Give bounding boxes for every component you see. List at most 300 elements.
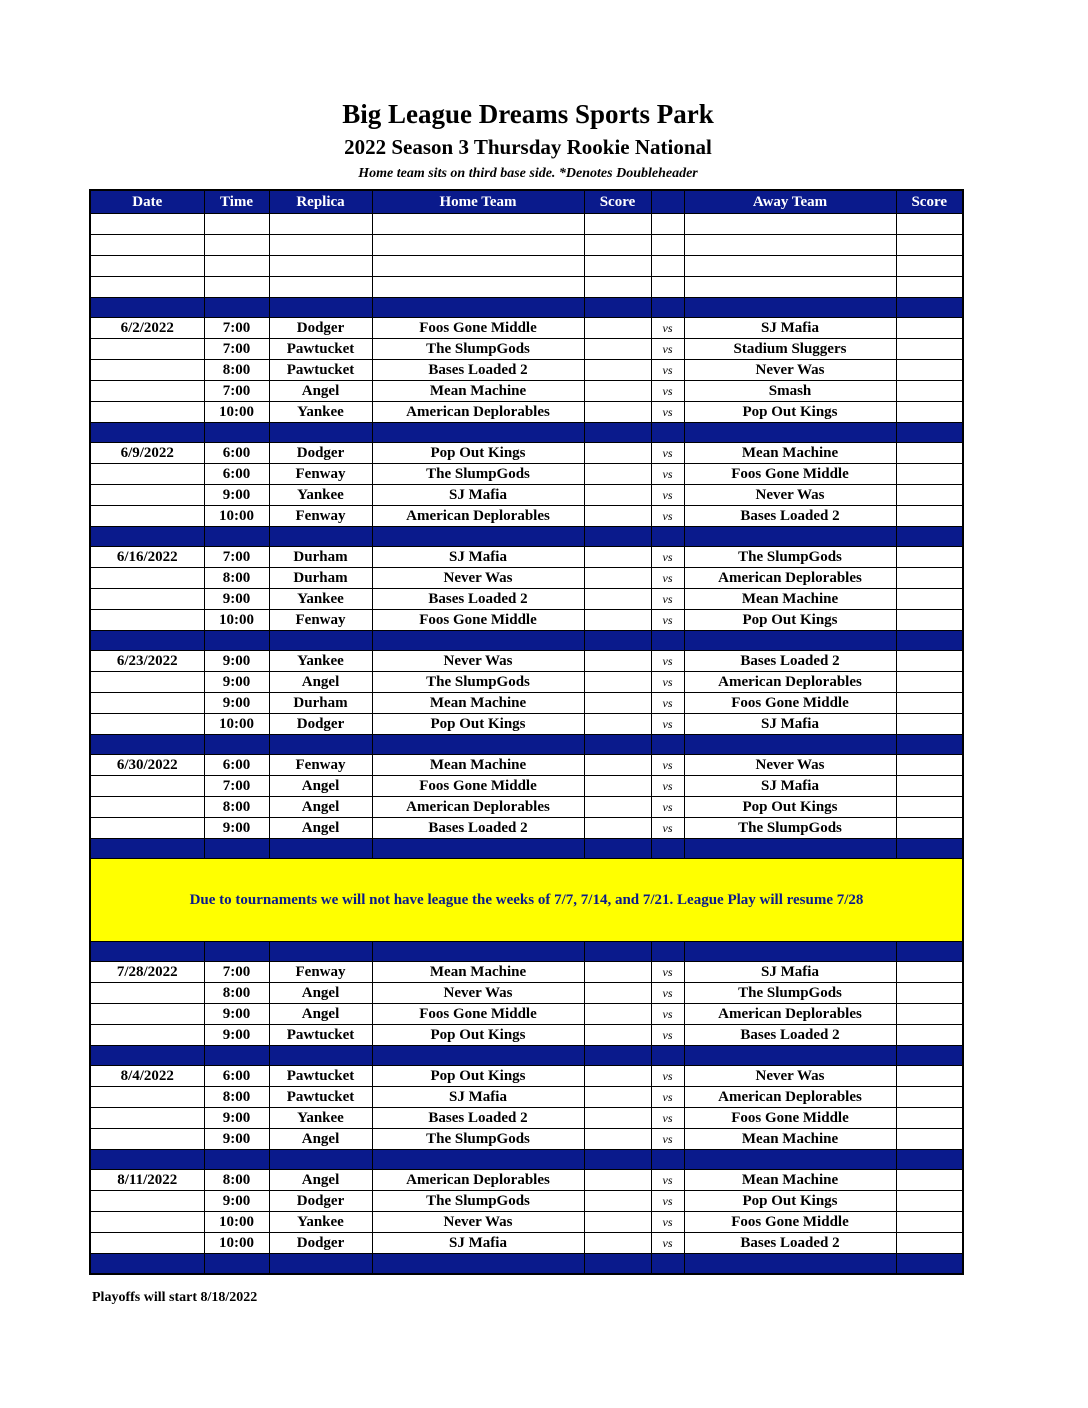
blank-row: [90, 214, 963, 235]
empty-cell: [269, 631, 372, 651]
page-subtitle: 2022 Season 3 Thursday Rookie National: [344, 135, 712, 159]
empty-cell: [90, 735, 204, 755]
replica-cell: Dodger: [269, 1233, 372, 1254]
week-separator: [90, 735, 963, 755]
header-row: [90, 190, 963, 214]
away-team-cell: Pop Out Kings: [684, 1191, 896, 1212]
home-team-cell: Never Was: [372, 568, 584, 589]
empty-cell: [372, 256, 584, 277]
away-score-cell: [896, 589, 963, 610]
date-cell: [90, 506, 204, 527]
away-team-cell: Never Was: [684, 485, 896, 506]
home-team-cell: American Deplorables: [372, 797, 584, 818]
away-team-cell: Pop Out Kings: [684, 610, 896, 631]
date-cell: [90, 339, 204, 360]
date-cell: [90, 589, 204, 610]
away-team-cell: American Deplorables: [684, 1087, 896, 1108]
away-team-cell: Foos Gone Middle: [684, 1108, 896, 1129]
time-cell: 6:00: [204, 755, 269, 776]
date-cell: 8/11/2022: [90, 1170, 204, 1191]
replica-cell: Yankee: [269, 402, 372, 423]
col-header-home-score: Score: [584, 190, 651, 214]
table-row: [90, 776, 963, 797]
replica-cell: Yankee: [269, 1212, 372, 1233]
replica-cell: Yankee: [269, 1108, 372, 1129]
empty-cell: [584, 277, 651, 298]
empty-cell: [204, 631, 269, 651]
empty-cell: [651, 631, 684, 651]
home-team-cell: The SlumpGods: [372, 1129, 584, 1150]
vs-cell: vs: [651, 1170, 684, 1191]
home-score-cell: [584, 962, 651, 983]
time-cell: 10:00: [204, 402, 269, 423]
empty-cell: [90, 423, 204, 443]
replica-cell: Dodger: [269, 714, 372, 735]
home-score-cell: [584, 339, 651, 360]
date-cell: [90, 1191, 204, 1212]
empty-cell: [204, 1046, 269, 1066]
empty-cell: [204, 298, 269, 318]
empty-cell: [269, 423, 372, 443]
time-cell: 8:00: [204, 1170, 269, 1191]
empty-cell: [684, 298, 896, 318]
table-row: [90, 1004, 963, 1025]
date-cell: 8/4/2022: [90, 1066, 204, 1087]
home-team-cell: Pop Out Kings: [372, 1066, 584, 1087]
empty-cell: [896, 298, 963, 318]
col-header-time: Time: [204, 190, 269, 214]
replica-cell: Angel: [269, 818, 372, 839]
table-row: [90, 797, 963, 818]
date-cell: 6/9/2022: [90, 443, 204, 464]
home-team-cell: Bases Loaded 2: [372, 360, 584, 381]
away-team-cell: SJ Mafia: [684, 318, 896, 339]
home-team-cell: Pop Out Kings: [372, 1025, 584, 1046]
away-score-cell: [896, 714, 963, 735]
col-header-replica: Replica: [269, 190, 372, 214]
empty-cell: [684, 527, 896, 547]
empty-cell: [584, 423, 651, 443]
time-cell: 9:00: [204, 1191, 269, 1212]
empty-cell: [684, 735, 896, 755]
home-team-cell: Bases Loaded 2: [372, 589, 584, 610]
date-cell: [90, 776, 204, 797]
replica-cell: Fenway: [269, 464, 372, 485]
home-team-cell: American Deplorables: [372, 506, 584, 527]
vs-cell: vs: [651, 506, 684, 527]
vs-cell: vs: [651, 1025, 684, 1046]
time-cell: 8:00: [204, 568, 269, 589]
home-score-cell: [584, 506, 651, 527]
empty-cell: [372, 235, 584, 256]
blank-row: [90, 277, 963, 298]
empty-cell: [204, 1254, 269, 1275]
vs-cell: vs: [651, 983, 684, 1004]
table-row: [90, 651, 963, 672]
schedule-body: [90, 214, 963, 1275]
date-cell: [90, 797, 204, 818]
col-header-away-team: Away Team: [684, 190, 896, 214]
empty-cell: [584, 235, 651, 256]
table-row: [90, 693, 963, 714]
empty-cell: [896, 839, 963, 859]
home-score-cell: [584, 360, 651, 381]
empty-cell: [90, 298, 204, 318]
table-row: [90, 672, 963, 693]
date-cell: [90, 714, 204, 735]
time-cell: 10:00: [204, 1212, 269, 1233]
away-team-cell: Never Was: [684, 755, 896, 776]
week-separator: [90, 1046, 963, 1066]
empty-cell: [372, 527, 584, 547]
away-score-cell: [896, 672, 963, 693]
table-row: [90, 589, 963, 610]
vs-cell: vs: [651, 797, 684, 818]
empty-cell: [269, 235, 372, 256]
time-cell: 9:00: [204, 485, 269, 506]
empty-cell: [651, 214, 684, 235]
away-team-cell: Foos Gone Middle: [684, 464, 896, 485]
home-score-cell: [584, 818, 651, 839]
vs-cell: vs: [651, 818, 684, 839]
home-score-cell: [584, 1233, 651, 1254]
vs-cell: vs: [651, 464, 684, 485]
home-score-cell: [584, 714, 651, 735]
home-score-cell: [584, 381, 651, 402]
week-separator: [90, 527, 963, 547]
time-cell: 9:00: [204, 672, 269, 693]
home-team-cell: Bases Loaded 2: [372, 1108, 584, 1129]
vs-cell: vs: [651, 589, 684, 610]
away-team-cell: Foos Gone Middle: [684, 1212, 896, 1233]
home-team-cell: The SlumpGods: [372, 672, 584, 693]
date-cell: 6/16/2022: [90, 547, 204, 568]
time-cell: 7:00: [204, 547, 269, 568]
empty-cell: [90, 527, 204, 547]
vs-cell: vs: [651, 693, 684, 714]
home-team-cell: Pop Out Kings: [372, 443, 584, 464]
empty-cell: [269, 256, 372, 277]
empty-cell: [584, 839, 651, 859]
table-row: [90, 1066, 963, 1087]
empty-cell: [90, 631, 204, 651]
empty-cell: [269, 527, 372, 547]
home-team-cell: Never Was: [372, 983, 584, 1004]
away-score-cell: [896, 1004, 963, 1025]
replica-cell: Angel: [269, 381, 372, 402]
home-team-cell: SJ Mafia: [372, 547, 584, 568]
date-cell: [90, 672, 204, 693]
time-cell: 9:00: [204, 589, 269, 610]
home-team-cell: Mean Machine: [372, 962, 584, 983]
home-team-cell: Bases Loaded 2: [372, 818, 584, 839]
vs-cell: vs: [651, 318, 684, 339]
away-team-cell: SJ Mafia: [684, 714, 896, 735]
empty-cell: [896, 1150, 963, 1170]
empty-cell: [684, 631, 896, 651]
away-team-cell: Pop Out Kings: [684, 797, 896, 818]
replica-cell: Angel: [269, 672, 372, 693]
home-team-cell: Mean Machine: [372, 381, 584, 402]
empty-cell: [651, 1254, 684, 1275]
away-score-cell: [896, 506, 963, 527]
away-score-cell: [896, 797, 963, 818]
empty-cell: [684, 1254, 896, 1275]
away-team-cell: Foos Gone Middle: [684, 693, 896, 714]
table-row: [90, 339, 963, 360]
replica-cell: Angel: [269, 1004, 372, 1025]
away-score-cell: [896, 443, 963, 464]
away-score-cell: [896, 755, 963, 776]
vs-cell: vs: [651, 714, 684, 735]
table-row: [90, 1108, 963, 1129]
vs-cell: vs: [651, 1108, 684, 1129]
empty-cell: [651, 423, 684, 443]
time-cell: 7:00: [204, 776, 269, 797]
away-score-cell: [896, 776, 963, 797]
time-cell: 9:00: [204, 693, 269, 714]
away-score-cell: [896, 318, 963, 339]
away-team-cell: Mean Machine: [684, 589, 896, 610]
replica-cell: Angel: [269, 797, 372, 818]
vs-cell: vs: [651, 1004, 684, 1025]
empty-cell: [896, 1254, 963, 1275]
empty-cell: [584, 942, 651, 962]
away-score-cell: [896, 1066, 963, 1087]
away-team-cell: Bases Loaded 2: [684, 1233, 896, 1254]
home-score-cell: [584, 1108, 651, 1129]
table-row: [90, 443, 963, 464]
time-cell: 6:00: [204, 443, 269, 464]
vs-cell: vs: [651, 568, 684, 589]
home-score-cell: [584, 547, 651, 568]
home-score-cell: [584, 1025, 651, 1046]
replica-cell: Durham: [269, 693, 372, 714]
notice-banner: Due to tournaments we will not have league the weeks of 7/7, 7/14, and 7/21. League Play will resume 7/28: [90, 859, 963, 942]
home-team-cell: Foos Gone Middle: [372, 610, 584, 631]
table-row: [90, 318, 963, 339]
empty-cell: [651, 527, 684, 547]
away-team-cell: Mean Machine: [684, 443, 896, 464]
empty-cell: [584, 214, 651, 235]
home-team-cell: American Deplorables: [372, 402, 584, 423]
empty-cell: [896, 214, 963, 235]
table-row: [90, 485, 963, 506]
empty-cell: [269, 1254, 372, 1275]
table-row: [90, 1025, 963, 1046]
empty-cell: [684, 942, 896, 962]
date-cell: [90, 1004, 204, 1025]
date-cell: [90, 610, 204, 631]
col-header-home-team: Home Team: [372, 190, 584, 214]
empty-cell: [90, 942, 204, 962]
replica-cell: Angel: [269, 983, 372, 1004]
empty-cell: [90, 1254, 204, 1275]
empty-cell: [684, 839, 896, 859]
empty-cell: [684, 277, 896, 298]
date-cell: 7/28/2022: [90, 962, 204, 983]
empty-cell: [651, 942, 684, 962]
vs-cell: vs: [651, 381, 684, 402]
home-team-cell: Foos Gone Middle: [372, 776, 584, 797]
date-cell: [90, 1025, 204, 1046]
home-team-cell: Pop Out Kings: [372, 714, 584, 735]
blank-row: [90, 235, 963, 256]
empty-cell: [204, 942, 269, 962]
date-cell: 6/23/2022: [90, 651, 204, 672]
replica-cell: Dodger: [269, 1191, 372, 1212]
table-row: [90, 610, 963, 631]
vs-cell: vs: [651, 1191, 684, 1212]
home-score-cell: [584, 755, 651, 776]
vs-cell: vs: [651, 402, 684, 423]
empty-cell: [204, 256, 269, 277]
away-team-cell: The SlumpGods: [684, 547, 896, 568]
empty-cell: [269, 839, 372, 859]
empty-cell: [584, 256, 651, 277]
away-score-cell: [896, 1025, 963, 1046]
date-cell: [90, 1087, 204, 1108]
replica-cell: Pawtucket: [269, 1025, 372, 1046]
week-separator: [90, 1254, 963, 1275]
empty-cell: [372, 423, 584, 443]
away-score-cell: [896, 1191, 963, 1212]
away-team-cell: Smash: [684, 381, 896, 402]
empty-cell: [684, 214, 896, 235]
vs-cell: vs: [651, 339, 684, 360]
empty-cell: [684, 235, 896, 256]
empty-cell: [372, 1254, 584, 1275]
time-cell: 9:00: [204, 1108, 269, 1129]
home-team-cell: The SlumpGods: [372, 1191, 584, 1212]
away-score-cell: [896, 983, 963, 1004]
empty-cell: [584, 735, 651, 755]
home-team-cell: SJ Mafia: [372, 1233, 584, 1254]
away-score-cell: [896, 1233, 963, 1254]
away-score-cell: [896, 1212, 963, 1233]
away-score-cell: [896, 1087, 963, 1108]
empty-cell: [896, 735, 963, 755]
empty-cell: [896, 631, 963, 651]
away-score-cell: [896, 402, 963, 423]
away-team-cell: The SlumpGods: [684, 818, 896, 839]
schedule-table: [89, 189, 964, 1275]
empty-cell: [896, 942, 963, 962]
date-cell: [90, 983, 204, 1004]
empty-cell: [204, 1150, 269, 1170]
vs-cell: vs: [651, 547, 684, 568]
empty-cell: [684, 256, 896, 277]
table-row: [90, 1212, 963, 1233]
page-note: Home team sits on third base side. *Denotes Doubleheader: [358, 166, 698, 181]
table-row: [90, 464, 963, 485]
week-separator: [90, 298, 963, 318]
date-cell: [90, 693, 204, 714]
table-row: [90, 755, 963, 776]
home-score-cell: [584, 1129, 651, 1150]
away-team-cell: Mean Machine: [684, 1129, 896, 1150]
empty-cell: [269, 214, 372, 235]
empty-cell: [372, 631, 584, 651]
date-cell: 6/2/2022: [90, 318, 204, 339]
away-team-cell: Pop Out Kings: [684, 402, 896, 423]
vs-cell: vs: [651, 1087, 684, 1108]
empty-cell: [584, 527, 651, 547]
vs-cell: vs: [651, 755, 684, 776]
week-separator: [90, 839, 963, 859]
replica-cell: Fenway: [269, 962, 372, 983]
time-cell: 10:00: [204, 506, 269, 527]
time-cell: 7:00: [204, 318, 269, 339]
replica-cell: Durham: [269, 568, 372, 589]
vs-cell: vs: [651, 651, 684, 672]
empty-cell: [204, 214, 269, 235]
table-row: [90, 818, 963, 839]
home-score-cell: [584, 402, 651, 423]
empty-cell: [204, 423, 269, 443]
away-team-cell: American Deplorables: [684, 672, 896, 693]
home-score-cell: [584, 983, 651, 1004]
empty-cell: [90, 1046, 204, 1066]
away-score-cell: [896, 464, 963, 485]
replica-cell: Angel: [269, 776, 372, 797]
away-team-cell: Never Was: [684, 1066, 896, 1087]
date-cell: [90, 818, 204, 839]
empty-cell: [372, 214, 584, 235]
empty-cell: [651, 277, 684, 298]
replica-cell: Fenway: [269, 755, 372, 776]
empty-cell: [896, 277, 963, 298]
week-separator: [90, 423, 963, 443]
home-score-cell: [584, 568, 651, 589]
vs-cell: vs: [651, 1066, 684, 1087]
empty-cell: [372, 735, 584, 755]
replica-cell: Pawtucket: [269, 339, 372, 360]
home-score-cell: [584, 1004, 651, 1025]
vs-cell: vs: [651, 360, 684, 381]
home-score-cell: [584, 485, 651, 506]
time-cell: 10:00: [204, 1233, 269, 1254]
empty-cell: [372, 277, 584, 298]
empty-cell: [90, 214, 204, 235]
home-score-cell: [584, 589, 651, 610]
empty-cell: [269, 298, 372, 318]
empty-cell: [584, 1046, 651, 1066]
blank-row: [90, 256, 963, 277]
vs-cell: vs: [651, 1212, 684, 1233]
away-team-cell: SJ Mafia: [684, 962, 896, 983]
time-cell: 7:00: [204, 381, 269, 402]
empty-cell: [269, 735, 372, 755]
away-score-cell: [896, 693, 963, 714]
home-score-cell: [584, 693, 651, 714]
away-score-cell: [896, 547, 963, 568]
away-score-cell: [896, 818, 963, 839]
notice-row: [90, 859, 963, 942]
home-team-cell: Mean Machine: [372, 755, 584, 776]
table-row: [90, 547, 963, 568]
away-team-cell: SJ Mafia: [684, 776, 896, 797]
empty-cell: [684, 423, 896, 443]
home-team-cell: SJ Mafia: [372, 1087, 584, 1108]
empty-cell: [269, 1150, 372, 1170]
home-team-cell: Foos Gone Middle: [372, 318, 584, 339]
home-score-cell: [584, 1066, 651, 1087]
empty-cell: [896, 423, 963, 443]
home-score-cell: [584, 672, 651, 693]
time-cell: 9:00: [204, 1129, 269, 1150]
vs-cell: vs: [651, 672, 684, 693]
